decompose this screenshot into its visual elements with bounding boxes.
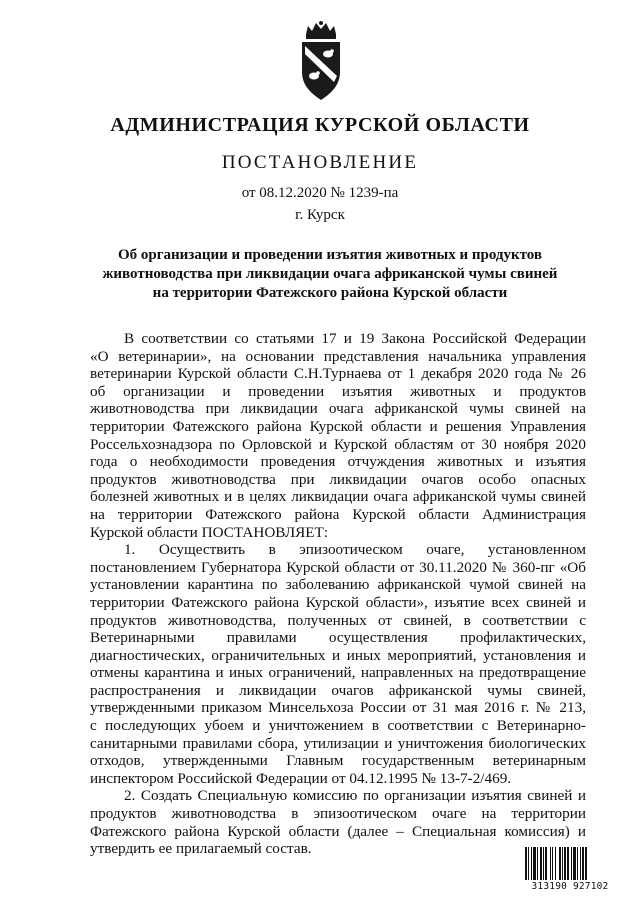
- body-line: утвердить ее прилагаемый состав.: [90, 840, 312, 858]
- barcode-bars-icon: [525, 847, 615, 880]
- document-city: г. Курск: [295, 207, 345, 223]
- barcode-number: 313190 927102: [531, 881, 609, 892]
- body-line: болезней животных и в целях ликвидации очага африканской чумы свиней: [90, 488, 586, 506]
- subject-line: животноводства при ликвидации очага африканской чумы свиней: [102, 266, 558, 282]
- barcode: [525, 847, 615, 893]
- body-line: постановлением Губернатора Курской области от 30.11.2020 № 360-пг «Об: [90, 558, 586, 576]
- body-line: территории Фатежского района Курской области», изъятие всех свиней и: [90, 593, 586, 611]
- body-line: Курской области ПОСТАНОВЛЯЕТ:: [90, 523, 329, 541]
- body-line: отмены карантина и иных ограничений, направленных на предотвращение: [90, 664, 586, 682]
- body-line: Ветеринарными правилами осуществления профилактических,: [90, 629, 586, 647]
- body-line: инспектором Российской Федерации от 04.12.1995 № 13-7-2/469.: [90, 769, 512, 787]
- body-line: установлении карантина по заболеванию африканской чумой свиней на: [90, 576, 586, 594]
- body-line: Фатежского района Курской области (далее – Специальная комиссия) и: [90, 822, 586, 840]
- body-line: продуктов животноводства в эпизоотическом очаге на территории: [90, 805, 586, 823]
- body-line: Россельхознадзора по Орловской и Курской областям от 30 ноября 2020: [90, 435, 586, 453]
- body-line: санитарными правилами сбора, утилизации и уничтожения биологических: [90, 734, 586, 752]
- body-line: «О ветеринарии», на основании представления начальника управления: [90, 347, 586, 365]
- document-date-number: от 08.12.2020 № 1239-па: [241, 185, 399, 201]
- body-line: ветеринарии Курской области С.Н.Турнаева от 1 декабря 2020 года № 26: [90, 365, 586, 383]
- document-type: ПОСТАНОВЛЕНИЕ: [221, 152, 419, 173]
- body-line: продуктов животноводства при ликвидации очагов особо опасных: [90, 470, 586, 488]
- body-line: с последующих убоем и уничтожением в соответствии с Ветеринарно-: [90, 717, 586, 735]
- body-line: животноводства при ликвидации очага африканской чумы свиней на: [90, 400, 586, 418]
- body-line: отходов, утвержденными Главным государственным ветеринарным: [90, 752, 586, 770]
- body-line: В соответствии со статьями 17 и 19 Закона Российской Федерации: [124, 330, 586, 347]
- body-line: утвержденными приказом Минсельхоза России от 31 мая 2016 г. № 213,: [90, 699, 586, 717]
- body-line: территории Фатежского района Курской области и решения Управления: [90, 417, 586, 435]
- body-line: года о необходимости проведения отчуждения животных и изъятия: [90, 453, 586, 471]
- subject-line: на территории Фатежского района Курской области: [152, 285, 508, 301]
- subject-line: Об организации и проведении изъятия животных и продуктов: [117, 247, 543, 263]
- coat-of-arms-emblem: [296, 20, 346, 104]
- organization-title: АДМИНИСТРАЦИЯ КУРСКОЙ ОБЛАСТИ: [110, 114, 530, 136]
- body-line: продуктов животноводства, полученных от свиней, в соответствии с: [90, 611, 586, 629]
- document-subject: [80, 246, 580, 303]
- body-line: диагностических, ограничительных и иных мероприятий, установления и: [90, 646, 586, 664]
- body-line: об организации и проведении изъятия животных и продуктов: [90, 382, 586, 400]
- body-line: 2. Создать Специальную комиссию по организации изъятия свиней и: [124, 787, 586, 805]
- body-line: распространения и ликвидации очагов африканской чумы свиней,: [90, 681, 586, 699]
- body-line: 1. Осуществить в эпизоотическом очаге, установленном: [124, 541, 586, 559]
- document-body: [90, 330, 586, 858]
- body-line: на территории Фатежского района Курской области Администрация: [90, 505, 586, 523]
